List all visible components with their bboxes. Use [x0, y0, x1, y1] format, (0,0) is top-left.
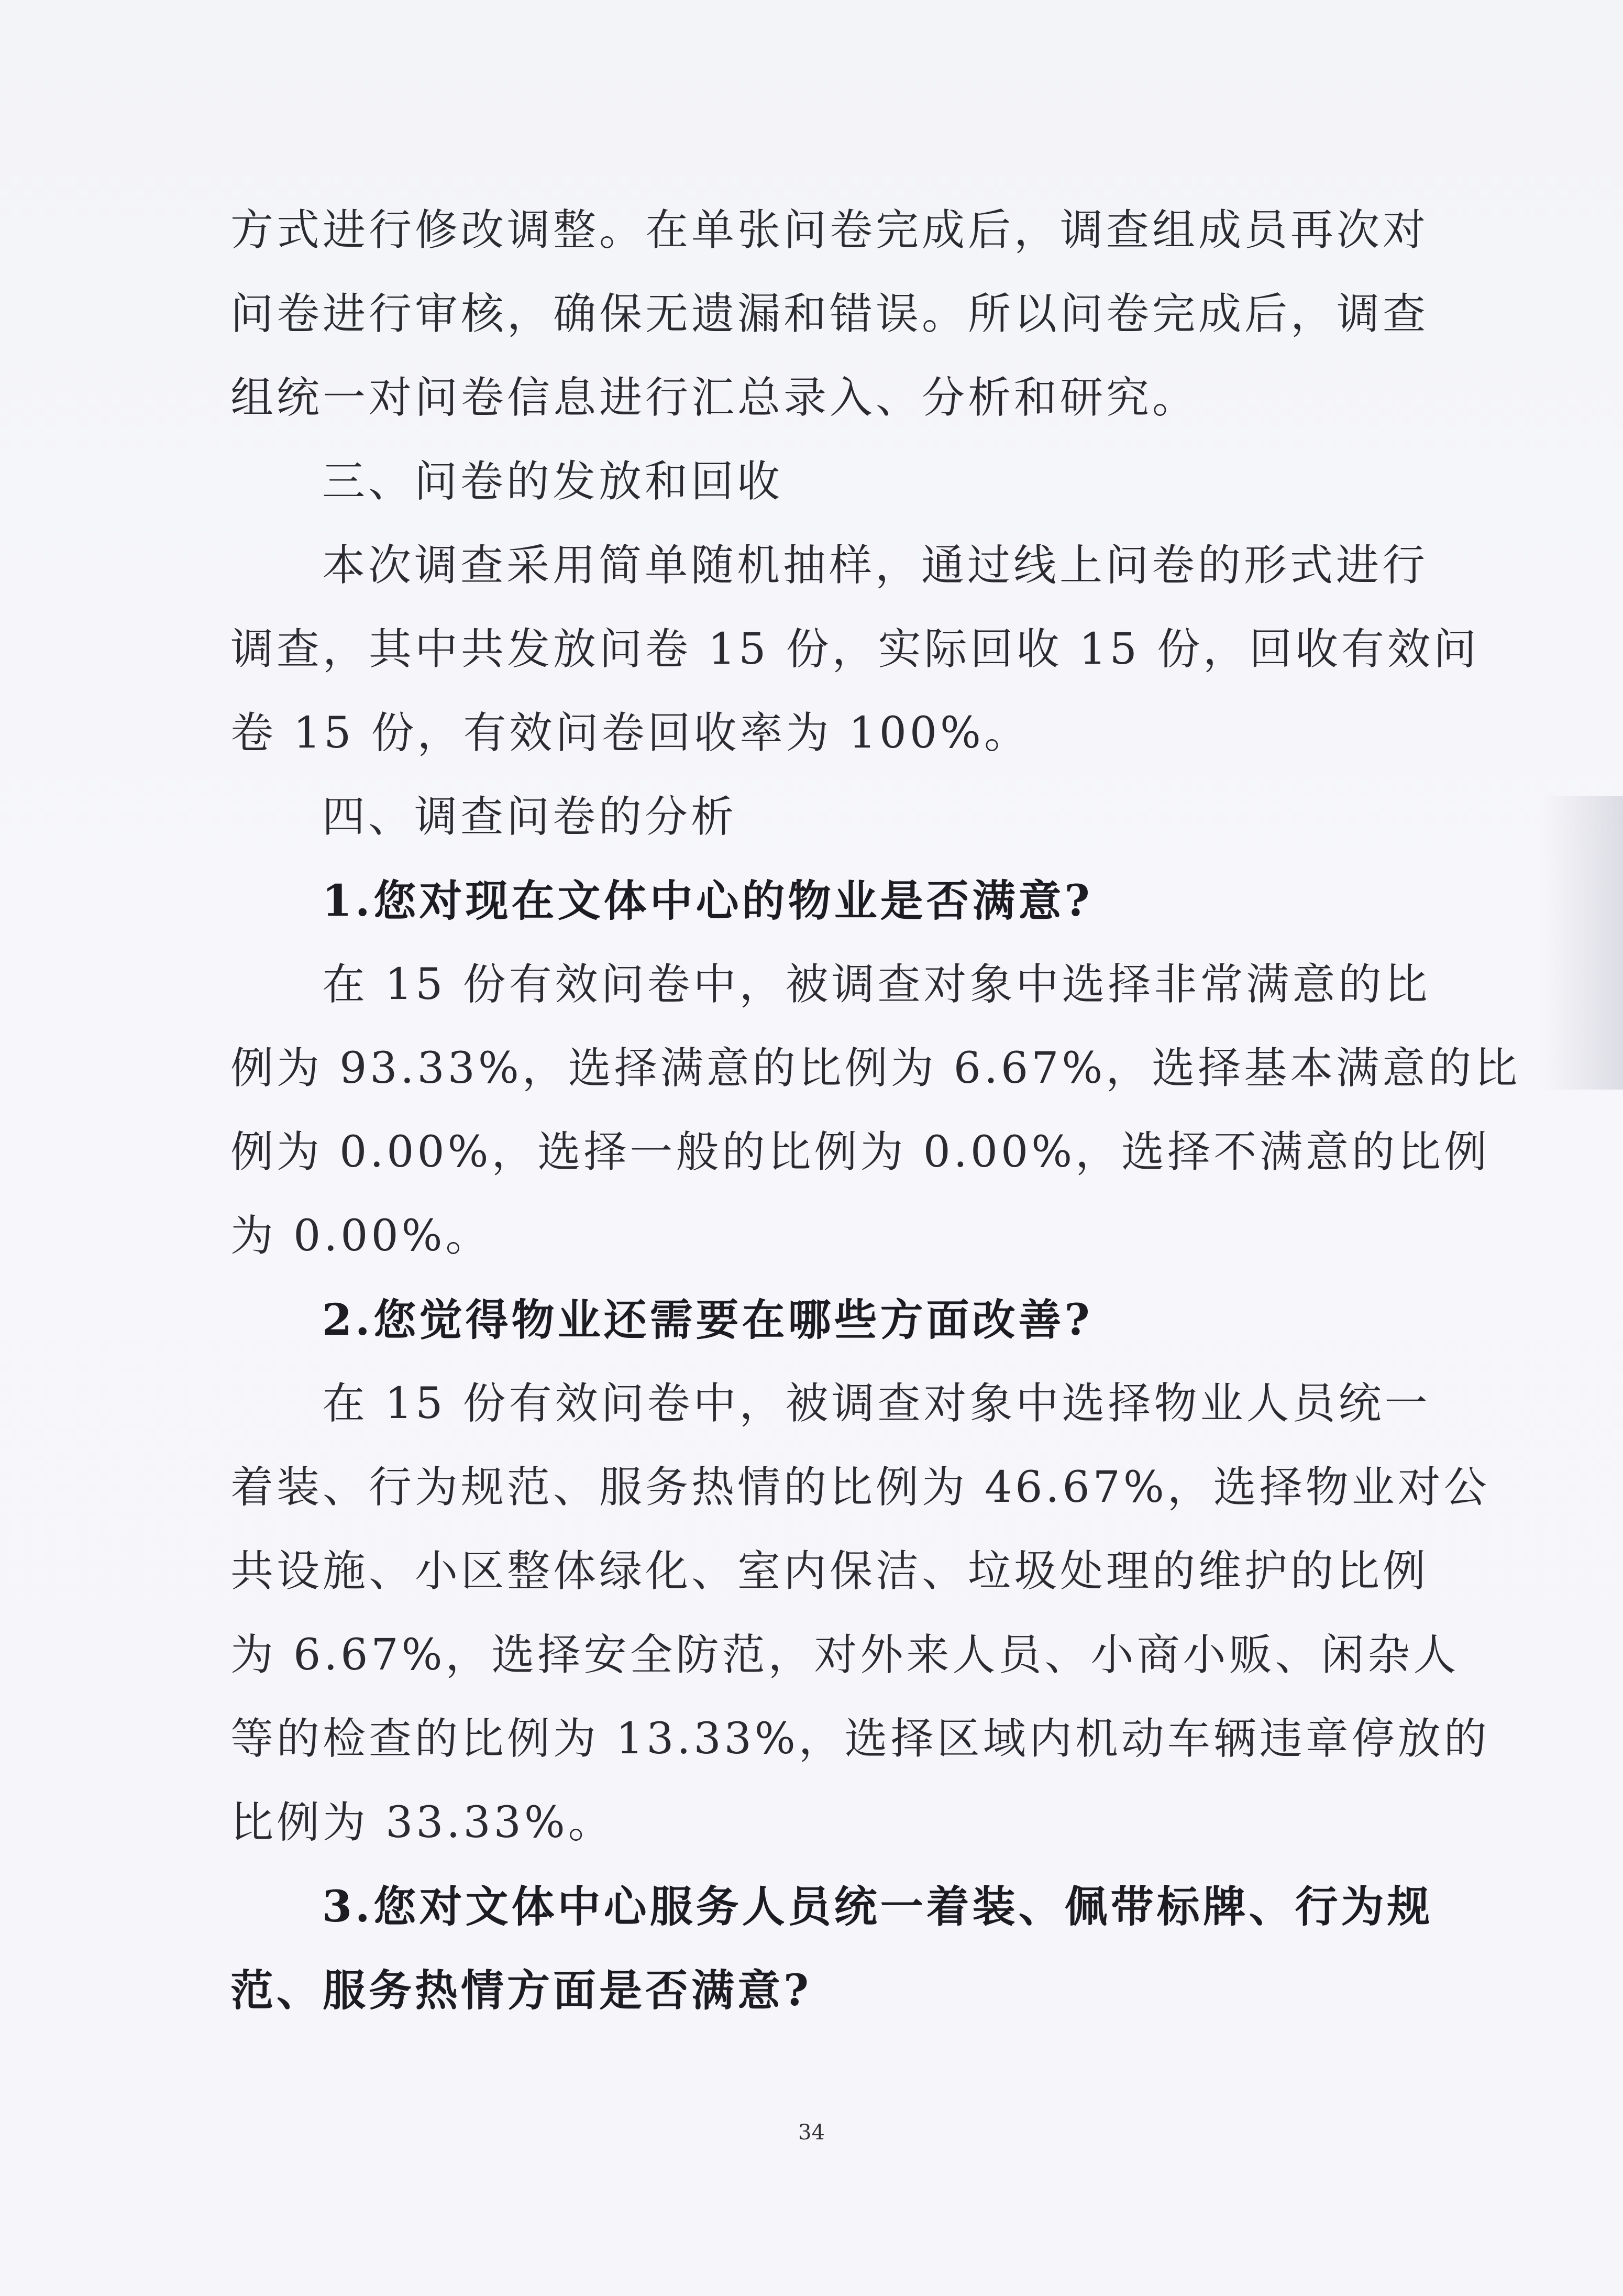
paragraph-line: 比例为 33.33%。	[230, 1798, 614, 1848]
question-heading: 3.您对文体中心服务人员统一着装、佩带标牌、行为规	[322, 1882, 1433, 1932]
paragraph-line: 问卷进行审核，确保无遗漏和错误。所以问卷完成后，调查	[230, 289, 1429, 339]
section-heading: 三、问卷的发放和回收	[322, 457, 783, 507]
paragraph-line: 卷 15 份，有效问卷回收率为 100%。	[230, 708, 1030, 758]
paragraph-line: 等的检查的比例为 13.33%，选择区域内机动车辆违章停放的	[230, 1714, 1490, 1764]
paragraph-line: 例为 0.00%，选择一般的比例为 0.00%，选择不满意的比例	[230, 1127, 1490, 1177]
section-heading: 四、调查问卷的分析	[322, 792, 737, 842]
question-heading: 1.您对现在文体中心的物业是否满意?	[322, 876, 1093, 926]
paragraph-line: 为 6.67%，选择安全防范，对外来人员、小商小贩、闲杂人	[230, 1630, 1460, 1680]
paragraph-line: 本次调查采用简单随机抽样，通过线上问卷的形式进行	[322, 541, 1429, 590]
paragraph-line: 在 15 份有效问卷中，被调查对象中选择非常满意的比	[322, 960, 1431, 1009]
paragraph-line: 例为 93.33%，选择满意的比例为 6.67%，选择基本满意的比	[230, 1043, 1521, 1093]
paragraph-line: 在 15 份有效问卷中，被调查对象中选择物业人员统一	[322, 1379, 1431, 1429]
question-heading: 2.您觉得物业还需要在哪些方面改善?	[322, 1295, 1093, 1345]
page-number: 34	[798, 2121, 825, 2145]
body-text	[230, 189, 1521, 2033]
paragraph-line: 组统一对问卷信息进行汇总录入、分析和研究。	[230, 373, 1199, 423]
paragraph-line: 调查，其中共发放问卷 15 份，实际回收 15 份，回收有效问	[230, 624, 1480, 674]
scan-bleed-artifact	[1540, 796, 1623, 1090]
paragraph-line: 共设施、小区整体绿化、室内保洁、垃圾处理的维护的比例	[230, 1546, 1429, 1596]
paragraph-line: 着装、行为规范、服务热情的比例为 46.67%，选择物业对公	[230, 1463, 1490, 1512]
question-heading: 范、服务热情方面是否满意?	[230, 1965, 812, 2016]
paragraph-line: 方式进行修改调整。在单张问卷完成后，调查组成员再次对	[230, 205, 1429, 255]
paragraph-line: 为 0.00%。	[230, 1211, 492, 1261]
